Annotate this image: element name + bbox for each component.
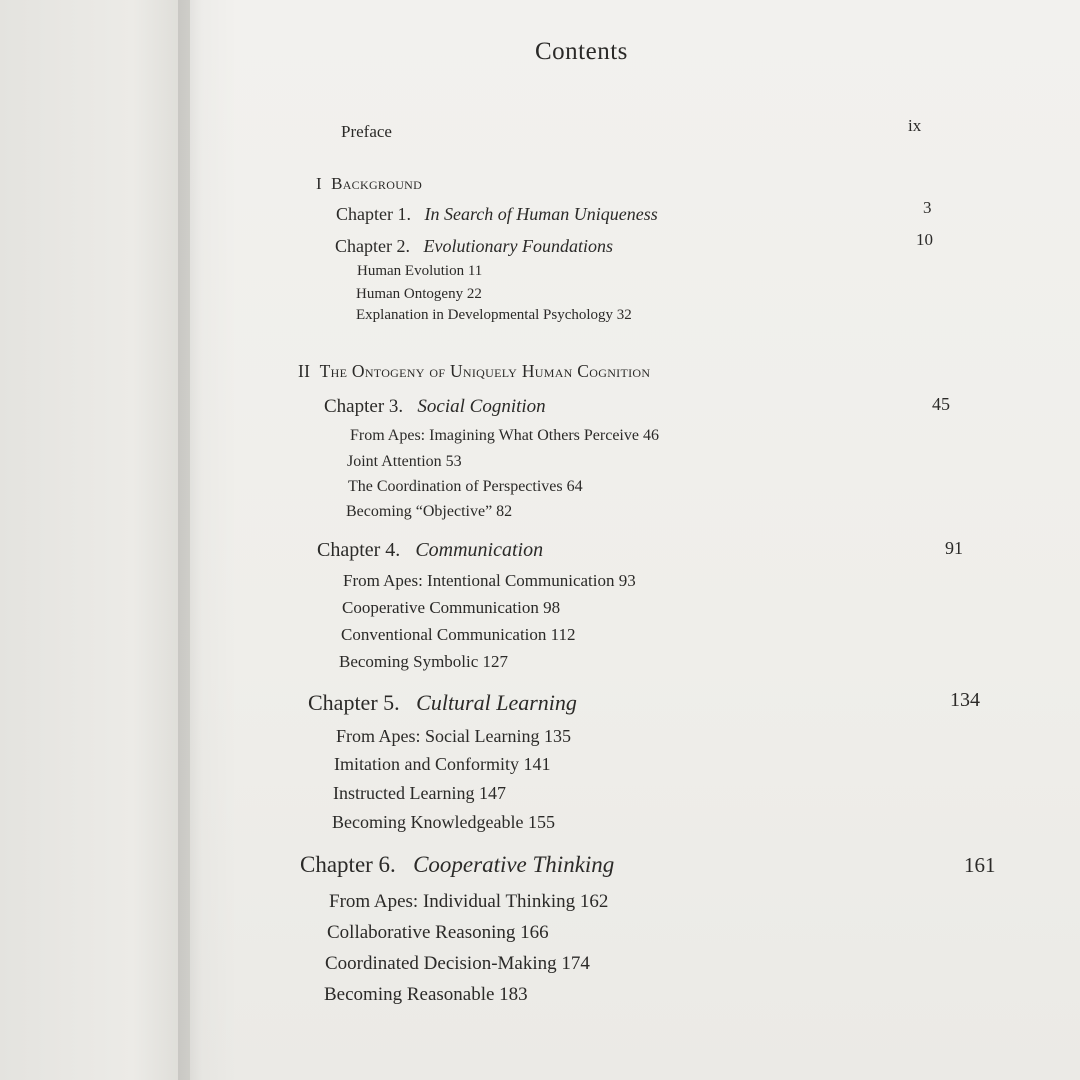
preface-label: Preface — [341, 122, 392, 141]
section-entry: Becoming Knowledgeable 155 — [332, 812, 555, 832]
chapter-heading — [317, 539, 543, 562]
section-entry: From Apes: Social Learning 135 — [336, 726, 571, 746]
chapter-heading — [324, 396, 546, 418]
section-entry: From Apes: Individual Thinking 162 — [329, 891, 609, 912]
part-name: The Ontogeny of Uniquely Human Cognition — [319, 361, 651, 381]
chapter-title: Social Cognition — [417, 396, 546, 417]
section-entry: Becoming Symbolic 127 — [339, 652, 509, 671]
section-entry: Imitation and Conformity 141 — [334, 754, 551, 774]
chapter-title: Cultural Learning — [416, 690, 577, 715]
preface-page: ix — [908, 116, 922, 135]
chapter-page: 161 — [964, 853, 996, 877]
chapter-heading — [308, 690, 577, 716]
section-entry: From Apes: Imagining What Others Perceive 46 — [350, 427, 659, 444]
chapter-title: Communication — [415, 539, 544, 561]
chapter-page: 45 — [932, 394, 950, 414]
section-entry: Cooperative Communication 98 — [342, 598, 561, 617]
section-entry: Human Evolution 11 — [357, 263, 483, 279]
section-entry: Conventional Communication 112 — [341, 625, 576, 644]
part-numeral: I — [316, 174, 322, 193]
chapter-label: Chapter 2. — [335, 236, 410, 256]
section-entry: Instructed Learning 147 — [333, 783, 506, 803]
section-entry: Becoming “Objective” 82 — [346, 503, 513, 520]
part-name: Background — [331, 174, 423, 193]
chapter-title: Cooperative Thinking — [413, 852, 615, 877]
section-entry: Human Ontogeny 22 — [356, 286, 482, 302]
chapter-heading — [335, 236, 613, 257]
section-entry: From Apes: Intentional Communication 93 — [343, 571, 636, 590]
chapter-label: Chapter 5. — [308, 690, 400, 715]
section-entry: Joint Attention 53 — [347, 453, 462, 470]
chapter-page: 10 — [916, 230, 933, 249]
chapter-label: Chapter 6. — [300, 852, 396, 877]
chapter-heading — [336, 204, 658, 225]
left-page — [0, 0, 190, 1080]
contents-title: Contents — [535, 38, 628, 65]
chapter-heading — [300, 852, 614, 878]
book-gutter — [178, 0, 238, 1080]
chapter-page: 134 — [950, 689, 980, 711]
section-entry: The Coordination of Perspectives 64 — [348, 478, 583, 495]
chapter-page: 3 — [923, 198, 932, 217]
section-entry: Coordinated Decision-Making 174 — [325, 953, 590, 974]
part-heading — [298, 361, 650, 382]
chapter-label: Chapter 1. — [336, 204, 411, 224]
chapter-page: 91 — [945, 538, 963, 558]
chapter-title: Evolutionary Foundations — [423, 236, 613, 256]
section-entry: Explanation in Developmental Psychology 32 — [356, 307, 632, 323]
chapter-label: Chapter 4. — [317, 539, 401, 561]
chapter-label: Chapter 3. — [324, 396, 404, 417]
section-entry: Collaborative Reasoning 166 — [327, 922, 549, 943]
section-entry: Becoming Reasonable 183 — [324, 984, 528, 1005]
chapter-title: In Search of Human Uniqueness — [424, 204, 658, 224]
part-numeral: II — [298, 361, 311, 381]
part-heading — [316, 174, 422, 194]
